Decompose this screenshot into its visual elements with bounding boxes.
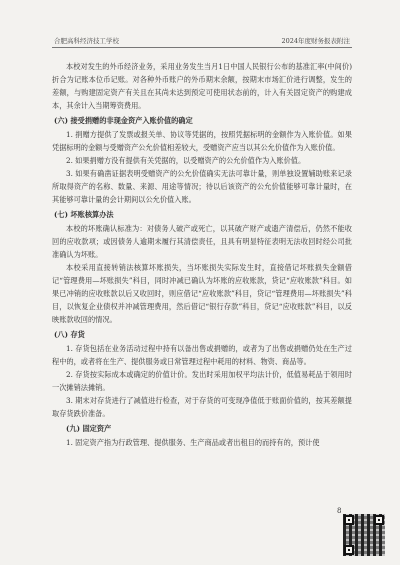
qr-code-icon <box>343 514 385 556</box>
page-number: 8 <box>337 507 342 515</box>
section-heading: (七) 坏账核算办法 <box>54 210 114 219</box>
header-report-title: 2024年度财务报表附注 <box>281 37 350 45</box>
page-header <box>52 35 352 48</box>
qr-finder-bottom-left <box>344 545 354 555</box>
section-heading: (六) 接受捐赠的非现金资产入账价值的确定 <box>54 116 193 125</box>
section-heading: (八) 存货 <box>54 330 85 339</box>
body-paragraph: 1. 捐赠方提供了发票或报关单、协议等凭据的，按照凭据标明的金额作为入账价值。如果凭据标明的金额与受赠资产公允价值相差较大，受赠资产应当以其公允价值作为入账价值。 <box>52 130 352 152</box>
qr-finder-top-left <box>344 515 354 525</box>
body-paragraph: 2. 存货按实际成本或确定的价值计价。发出时采用加权平均法计价，低值易耗品于领用时一次摊销法摊销。 <box>52 370 352 392</box>
body-paragraph: 3. 期末对存货进行了减值进行检查，对于存货的可变现净值低于账面价值的，按其差额提取存货跌价准备。 <box>52 396 352 418</box>
body-paragraph: 本校对发生的外币经济业务，采用业务发生当月1日中国人民银行公布的基准汇率(中间价)折合为记账本位币记账。对各种外币账户的外币期末余额，按期末市场汇价进行调整，发生的差额，与购建固定资产有关且在其尚未达到预定可使用状态前的，计入有关固定资产的购建成本，其余计入当期筹资费用。 <box>52 62 352 110</box>
body-paragraph: 3. 如果有确凿证据表明受赠资产的公允价值确实无法可靠计量，则单独设置辅助账来记录所取得资产的名称、数量、来源、用途等情况；待以后该资产的公允价值能够可靠计量时，在其能够可靠计量的会计期间以公允价值入账。 <box>52 169 352 204</box>
qr-finder-top-right <box>374 515 384 525</box>
body-paragraph: 本校的坏账确认标准为：对债务人破产或死亡，以其破产财产或遗产清偿后，仍然不能收回的应收款项；或因债务人逾期未履行其清偿责任，且具有明显特征表明无法收回时经公司批准确认为坏账。 <box>52 224 352 259</box>
document-body <box>52 60 352 449</box>
body-paragraph: 1. 存货包括在业务活动过程中持有以备出售或捐赠的，或者为了出售或捐赠仍处在生产过程中的，或者将在生产、提供服务或日常管理过程中耗用的材料、物资、商品等。 <box>52 344 352 366</box>
section-heading: (九) 固定资产 <box>66 424 112 433</box>
header-school-name: 合肥高科经济技工学校 <box>54 37 119 45</box>
body-paragraph: 1. 固定资产指为行政管理、提供服务、生产商品或者出租目的而持有的，预计使 <box>66 438 320 447</box>
body-paragraph: 本校采用直接转销法核算坏账损失，当坏账损失实际发生时，直接借记坏账损失金额借记“管理费用—坏账损失”科目，同时冲减已确认为坏账的应收账款，贷记“应收账款”科目。如果已冲销的应收账款以后又收回时，则应借记“应收账款”科目，贷记“管理费用—坏账损失”科目，以恢复企业债权并冲减管理费用，然后借记“银行存款”科目，贷记“应收账款”科目，以反映账款收回的情况。 <box>52 263 352 324</box>
body-paragraph: 2. 如果捐赠方没有提供有关凭据的，以受赠资产的公允价值作为入账价值。 <box>66 156 306 165</box>
